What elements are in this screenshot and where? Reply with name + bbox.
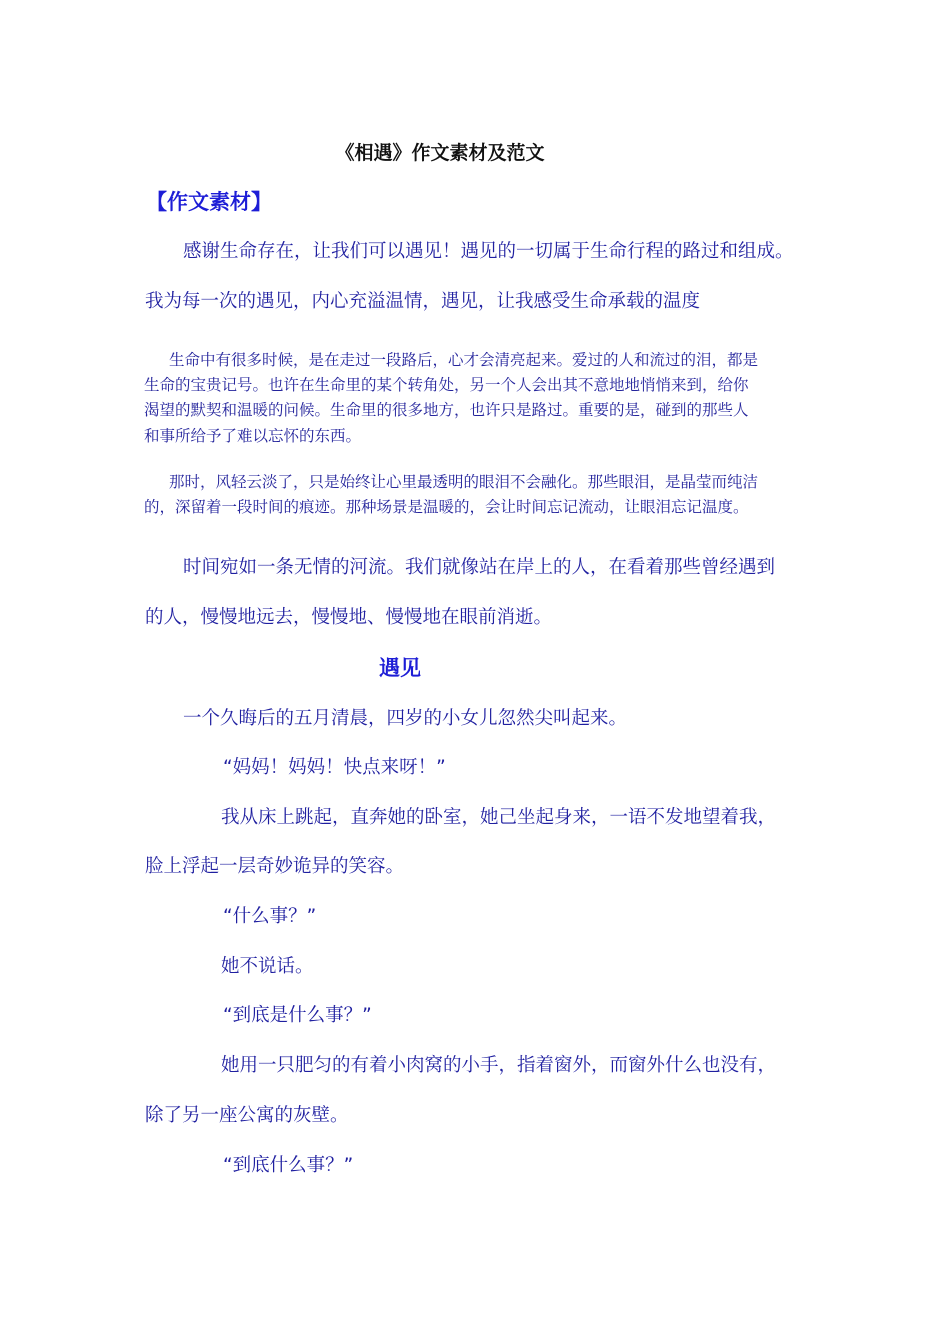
- material-line: 生命的宝贵记号。也许在生命里的某个转角处，另一个人会出其不意地地悄悄来到，给你: [144, 376, 749, 394]
- material-line: 感谢生命存在，让我们可以遇见！遇见的一切属于生命行程的路过和组成。: [183, 241, 794, 262]
- essay-line: “什么事？”: [223, 906, 317, 927]
- material-line: 那时，风轻云淡了，只是始终让心里最透明的眼泪不会融化。那些眼泪，是晶莹而纯洁: [169, 473, 759, 491]
- essay-line: 她不说话。: [221, 956, 314, 977]
- essay-line: 除了另一座公寓的灰壁。: [145, 1105, 349, 1126]
- material-line: 和事所给予了难以忘怀的东西。: [144, 427, 362, 445]
- material-line: 生命中有很多时候，是在走过一段路后，心才会清亮起来。爱过的人和流过的泪，都是: [169, 351, 759, 369]
- essay-line: “到底什么事？”: [223, 1155, 354, 1176]
- material-heading: 【作文素材】: [146, 190, 272, 214]
- essay-line: “到底是什么事？”: [223, 1005, 372, 1026]
- material-line: 的人，慢慢地远去，慢慢地、慢慢地在眼前消逝。: [145, 607, 553, 628]
- material-line: 我为每一次的遇见，内心充溢温情，遇见，让我感受生命承载的温度: [145, 291, 701, 312]
- material-line: 时间宛如一条无情的河流。我们就像站在岸上的人，在看着那些曾经遇到: [183, 557, 776, 578]
- essay-line: “妈妈！妈妈！快点来呀！”: [223, 757, 446, 778]
- essay-line: 脸上浮起一层奇妙诡异的笑容。: [145, 856, 405, 877]
- material-line: 渴望的默契和温暖的问候。生命里的很多地方，也许只是路过。重要的是，碰到的那些人: [144, 401, 749, 419]
- essay-title: 遇见: [379, 656, 421, 680]
- material-line: 的，深留着一段时间的痕迹。那种场景是温暖的，会让时间忘记流动，让眼泪忘记温度。: [144, 498, 749, 516]
- document-title: 《相遇》作文素材及范文: [335, 142, 545, 164]
- essay-line: 一个久晦后的五月清晨，四岁的小女儿忽然尖叫起来。: [183, 708, 628, 729]
- essay-line: 我从床上跳起，直奔她的卧室，她己坐起身来，一语不发地望着我，: [221, 807, 777, 828]
- essay-line: 她用一只肥匀的有着小肉窝的小手，指着窗外，而窗外什么也没有，: [221, 1055, 777, 1076]
